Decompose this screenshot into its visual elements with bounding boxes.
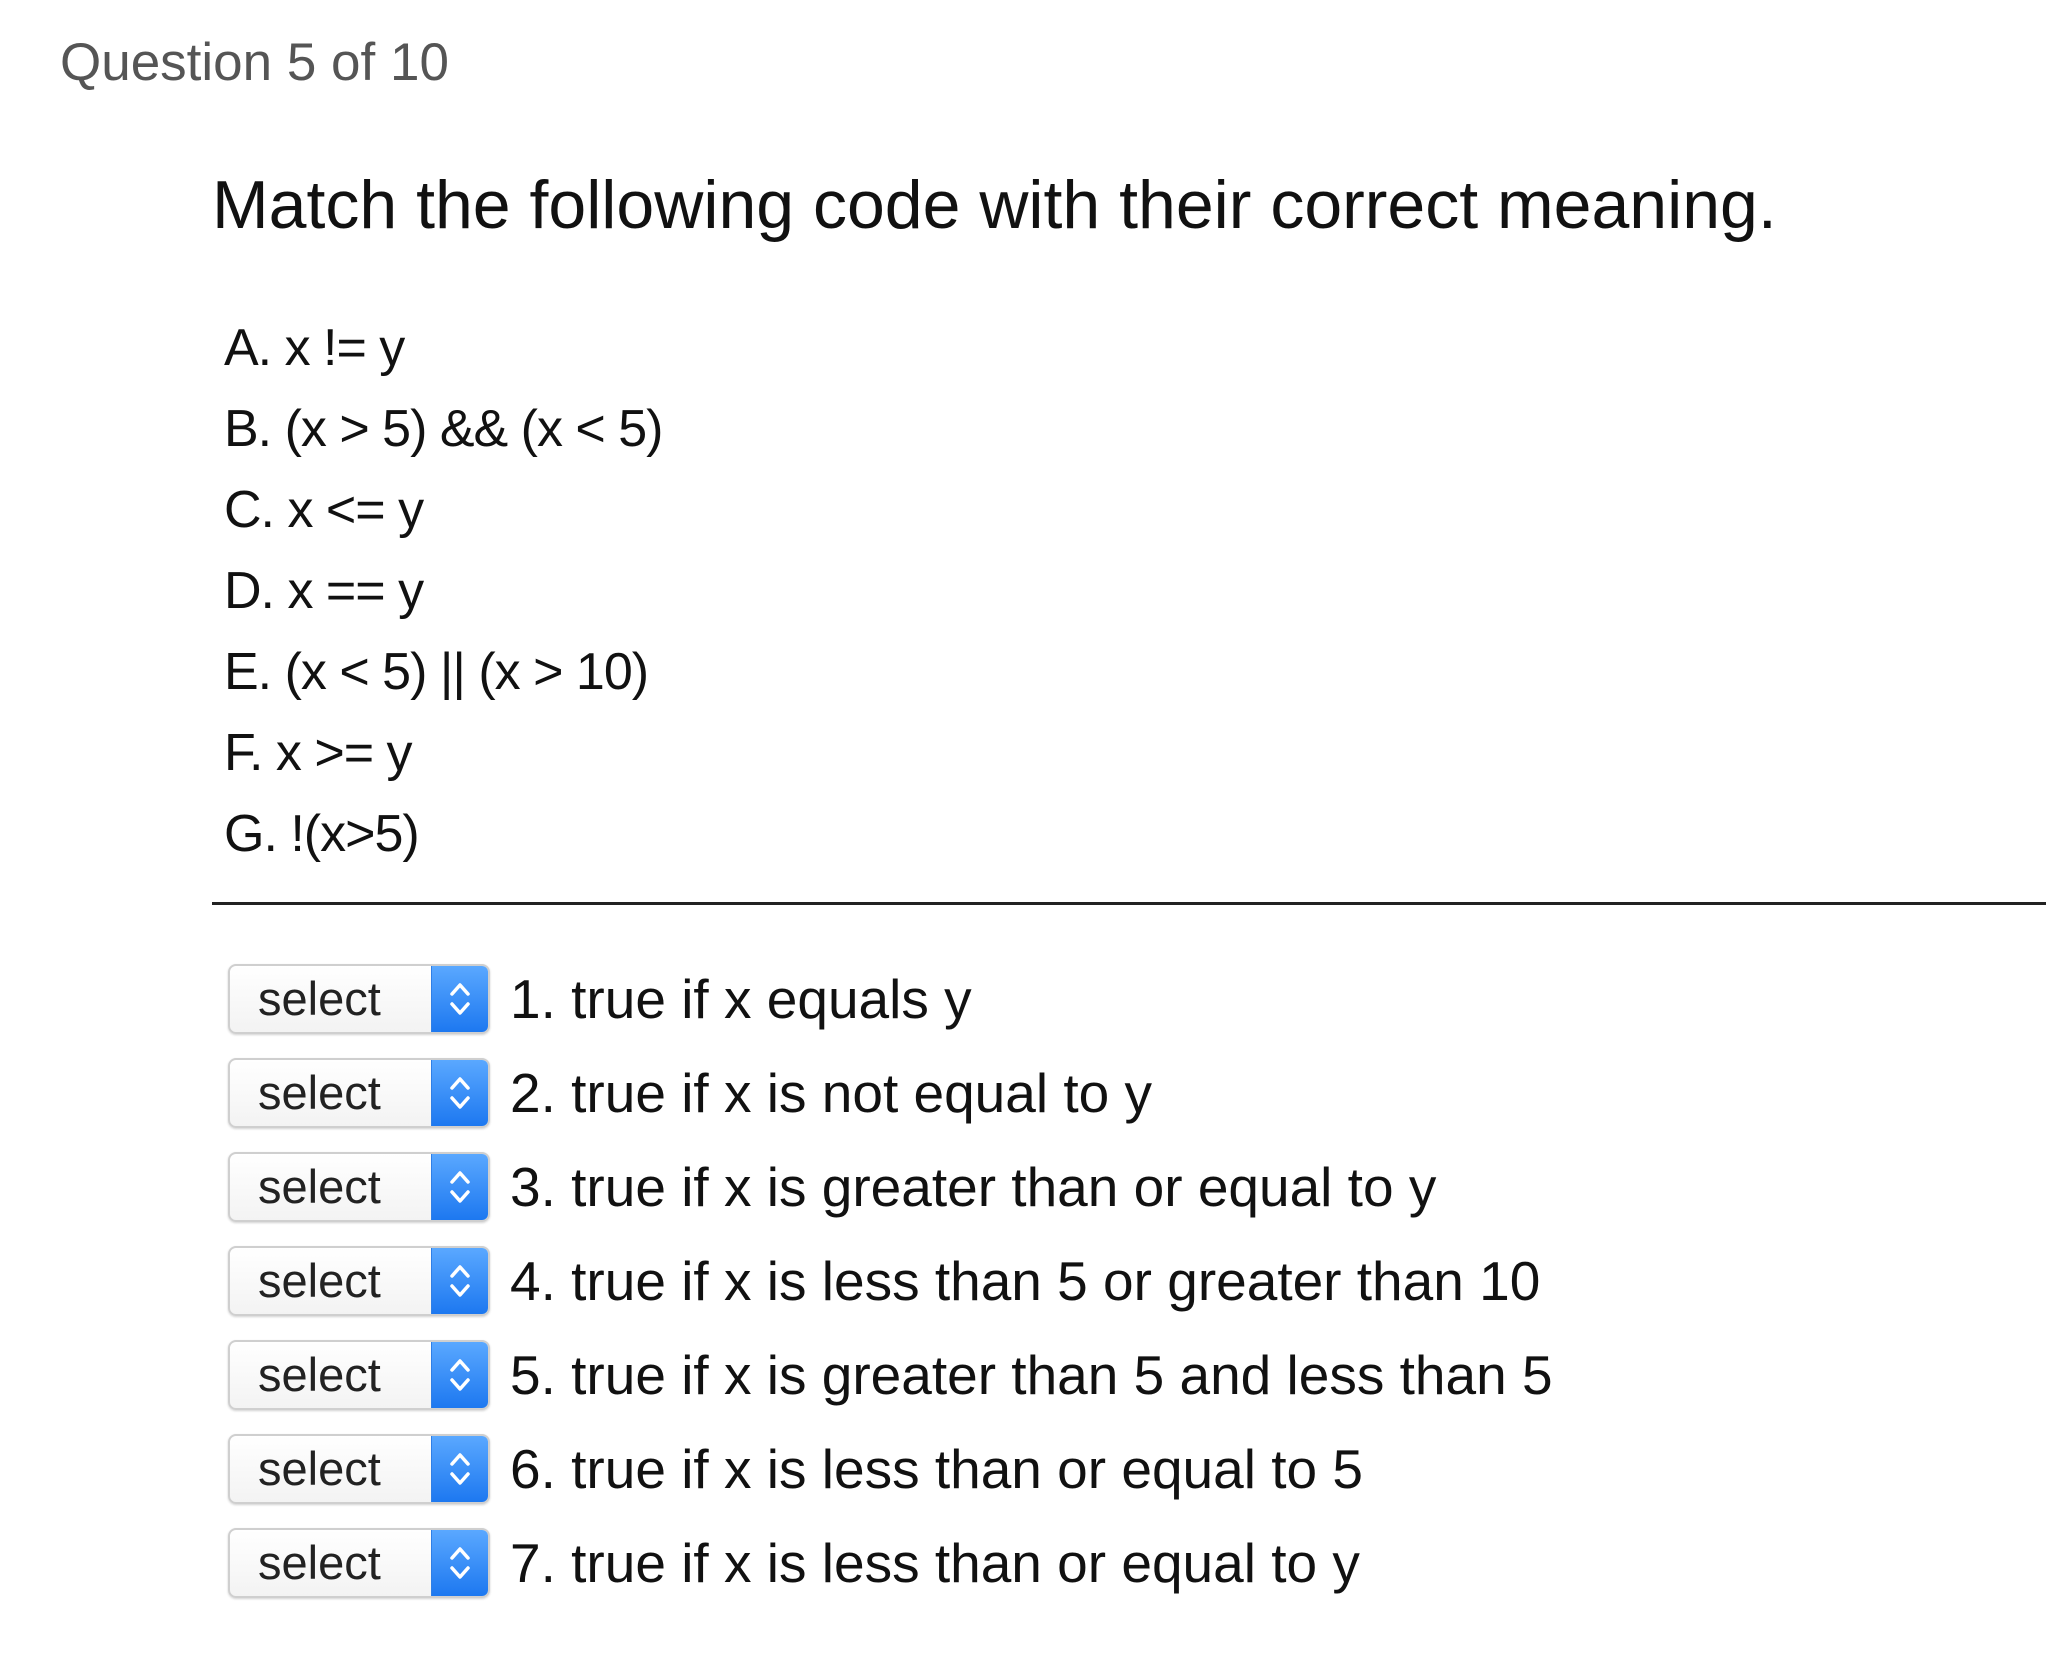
match-row-1 <box>228 952 1553 1046</box>
up-down-chevron-icon[interactable] <box>431 1154 488 1220</box>
up-down-chevron-icon[interactable] <box>431 1342 488 1408</box>
option-g <box>224 796 662 877</box>
option-letter: D. <box>224 562 274 620</box>
select-value: select <box>258 1066 381 1119</box>
match-select-7[interactable] <box>228 1528 490 1598</box>
match-label-6: 6. true if x is less than or equal to 5 <box>510 1438 1363 1500</box>
select-value: select <box>258 1442 381 1495</box>
option-letter: E. <box>224 643 272 701</box>
match-label-5: 5. true if x is greater than 5 and less than 5 <box>510 1344 1553 1406</box>
option-letter: F. <box>224 724 263 782</box>
option-code: x <= y <box>287 481 424 539</box>
match-row-4 <box>228 1234 1553 1328</box>
option-e <box>224 634 662 715</box>
up-down-chevron-icon[interactable] <box>431 1436 488 1502</box>
match-row-5 <box>228 1328 1553 1422</box>
select-value: select <box>258 1254 381 1307</box>
match-label-2: 2. true if x is not equal to y <box>510 1062 1153 1124</box>
match-row-6 <box>228 1422 1553 1516</box>
match-select-4[interactable] <box>228 1246 490 1316</box>
match-row-2 <box>228 1046 1553 1140</box>
match-label-7: 7. true if x is less than or equal to y <box>510 1532 1360 1594</box>
option-letter: C. <box>224 481 274 539</box>
match-label-1: 1. true if x equals y <box>510 968 972 1030</box>
option-code: x == y <box>287 562 424 620</box>
option-d <box>224 553 662 634</box>
match-select-2[interactable] <box>228 1058 490 1128</box>
code-options-list <box>224 310 662 877</box>
match-select-1[interactable] <box>228 964 490 1034</box>
question-progress-label: Question 5 of 10 <box>60 33 449 92</box>
select-value: select <box>258 1536 381 1589</box>
select-value: select <box>258 1348 381 1401</box>
match-row-3 <box>228 1140 1553 1234</box>
section-divider <box>212 902 2046 905</box>
select-value: select <box>258 1160 381 1213</box>
option-code: (x > 5) && (x < 5) <box>284 400 663 458</box>
select-value: select <box>258 972 381 1025</box>
match-select-6[interactable] <box>228 1434 490 1504</box>
option-code: x != y <box>284 319 405 377</box>
match-row-7 <box>228 1516 1553 1610</box>
up-down-chevron-icon[interactable] <box>431 966 488 1032</box>
option-code: !(x>5) <box>290 805 419 863</box>
match-select-5[interactable] <box>228 1340 490 1410</box>
match-label-4: 4. true if x is less than 5 or greater than 10 <box>510 1250 1541 1312</box>
option-letter: A. <box>224 319 272 377</box>
option-c <box>224 472 662 553</box>
option-f <box>224 715 662 796</box>
option-b <box>224 391 662 472</box>
option-code: (x < 5) || (x > 10) <box>284 643 649 701</box>
option-code: x >= y <box>275 724 412 782</box>
option-a <box>224 310 662 391</box>
match-list <box>228 952 1553 1610</box>
question-prompt: Match the following code with their correct meaning. <box>212 167 1777 243</box>
match-label-3: 3. true if x is greater than or equal to y <box>510 1156 1437 1218</box>
option-letter: B. <box>224 400 272 458</box>
up-down-chevron-icon[interactable] <box>431 1060 488 1126</box>
match-select-3[interactable] <box>228 1152 490 1222</box>
option-letter: G. <box>224 805 277 863</box>
up-down-chevron-icon[interactable] <box>431 1530 488 1596</box>
up-down-chevron-icon[interactable] <box>431 1248 488 1314</box>
